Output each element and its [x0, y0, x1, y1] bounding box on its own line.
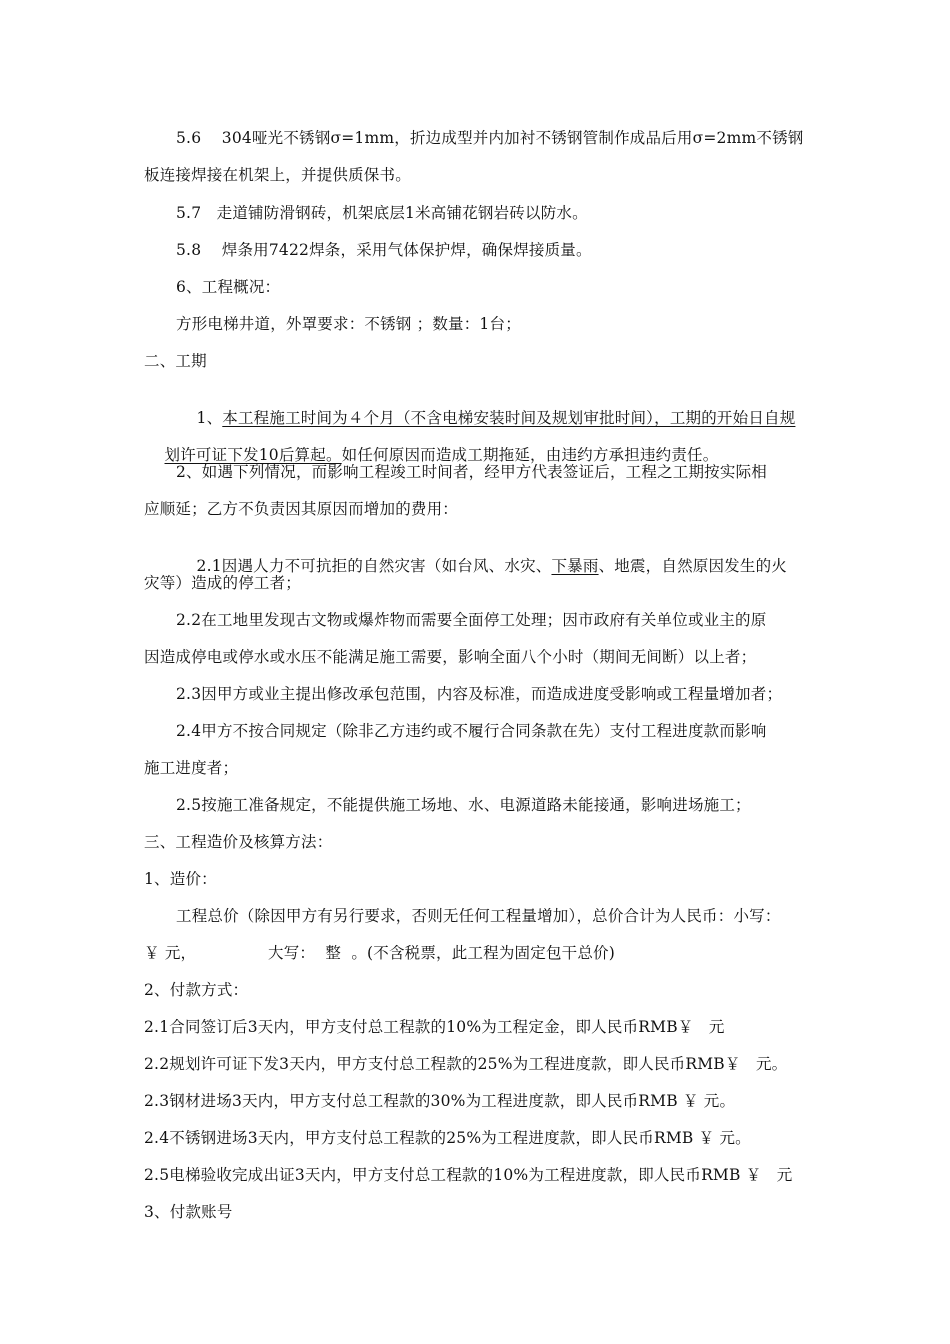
underlined-text: 下暴雨	[551, 557, 599, 575]
schedule-clause-2-line-2: 应顺延；乙方不负责因其原因而增加的费用：	[144, 500, 459, 518]
section-6-heading: 6、工程概况：	[176, 278, 281, 296]
total-price-line-2: ￥ 元， 大写： 整 。(不含税票，此工程为固定包干总价)	[144, 944, 616, 962]
clause-2-2-line-1: 2.2在工地里发现古文物或爆炸物而需要全面停工处理；因市政府有关单位或业主的原	[176, 611, 767, 629]
clause-2-2-line-2: 因造成停电或停水或水压不能满足施工需要，影响全面八个小时（期间无间断）以上者；	[144, 648, 757, 666]
clause-5-6-line-1: 5.6 304哑光不锈钢σ=1mm，折边成型并内加衬不锈钢管制作成品后用σ=2mm不锈钢	[176, 129, 804, 147]
clause-2-1-line-2: 灾等）造成的停工者；	[144, 574, 302, 592]
total-price-line-1: 工程总价（除因甲方有另行要求，否则无任何工程量增加），总价合计为人民币：小写：	[176, 907, 781, 925]
clause-5-8: 5.8 焊条用7422焊条，采用气体保护焊，确保焊接质量。	[176, 241, 592, 259]
clause-number: 1、	[196, 409, 223, 427]
schedule-clause-2-line-1: 2、如遇下列情况，而影响工程竣工时间者，经甲方代表签证后，工程之工期按实际相	[176, 463, 767, 481]
project-overview-text: 方形电梯井道，外罩要求：不锈钢 ；数量：1台；	[176, 315, 521, 333]
clause-2-4-line-2: 施工进度者；	[144, 759, 239, 777]
clause-2-4-line-1: 2.4甲方不按合同规定（除非乙方违约或不履行合同条款在先）支付工程进度款而影响	[176, 722, 767, 740]
clause-5-6-line-2: 板连接焊接在机架上，并提供质保书。	[144, 166, 411, 184]
clause-2-5: 2.5按施工准备规定，不能提供施工场地、水、电源道路未能接通，影响进场施工；	[176, 796, 751, 814]
section-2-heading: 二、工期	[144, 352, 207, 370]
clause-5-7: 5.7 走道铺防滑钢砖，机架底层1米高铺花钢岩砖以防水。	[176, 204, 588, 222]
payment-method-heading: 2、付款方式：	[144, 981, 249, 999]
price-heading: 1、造价：	[144, 870, 217, 888]
payment-account-heading: 3、付款账号	[144, 1203, 233, 1221]
clause-text: 2.1因遇人力不可抗拒的自然灾害（如台风、水灾、	[196, 557, 552, 575]
clause-2-3: 2.3因甲方或业主提出修改承包范围，内容及标准，而造成进度受影响或工程量增加者；	[176, 685, 783, 703]
underlined-text: 划许可证下发10后算起。	[164, 446, 342, 464]
payment-2-2: 2.2规划许可证下发3天内，甲方支付总工程款的25%为工程进度款，即人民币RMB￥ 元。	[144, 1055, 788, 1073]
section-3-heading: 三、工程造价及核算方法：	[144, 833, 333, 851]
payment-2-1: 2.1合同签订后3天内，甲方支付总工程款的10%为工程定金，即人民币RMB￥ 元	[144, 1018, 725, 1036]
underlined-text: 本工程施工时间为４个月（不含电梯安装时间及规划审批时间），工期的开始日自规	[222, 409, 796, 427]
payment-2-4: 2.4不锈钢进场3天内，甲方支付总工程款的25%为工程进度款，即人民币RMB ￥ 元。	[144, 1129, 751, 1147]
payment-2-5: 2.5电梯验收完成出证3天内，甲方支付总工程款的10%为工程进度款，即人民币RMB ￥ 元	[144, 1166, 793, 1184]
clause-text: 、地震，自然原因发生的火	[598, 557, 787, 575]
payment-2-3: 2.3钢材进场3天内，甲方支付总工程款的30%为工程进度款，即人民币RMB ￥ 元。	[144, 1092, 736, 1110]
clause-text: 如任何原因而造成工期拖延，由违约方承担违约责任。	[341, 446, 719, 464]
